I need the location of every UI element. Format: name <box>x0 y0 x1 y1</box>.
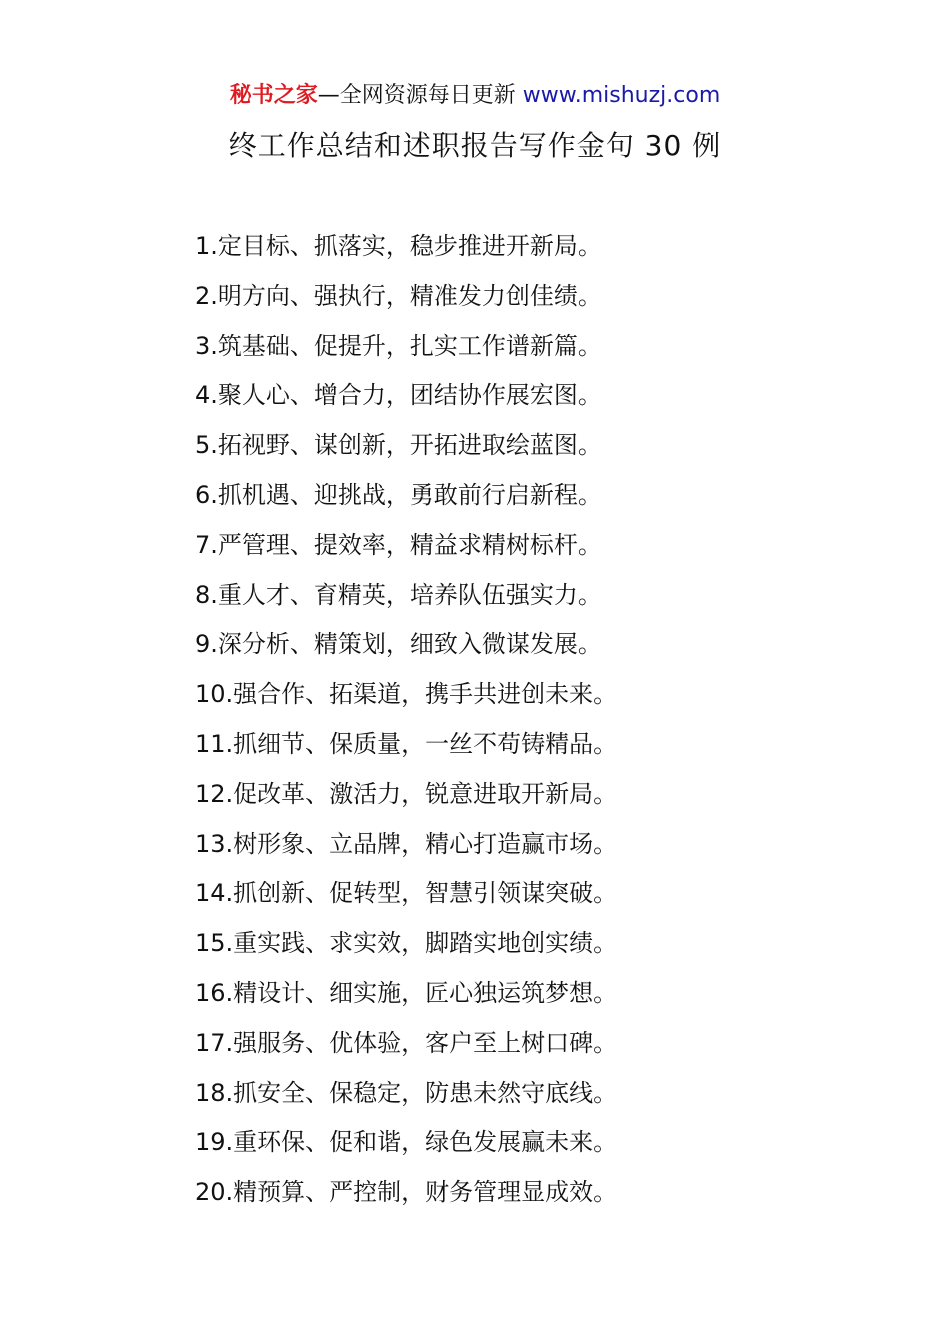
site-url-link[interactable]: www.mishuzj.com <box>522 83 721 108</box>
list-item: 7.严管理、提效率，精益求精树标杆。 <box>195 530 602 559</box>
document-title: 终工作总结和述职报告写作金句 30 例 <box>228 129 722 162</box>
list-item: 1.定目标、抓落实，稳步推进开新局。 <box>195 232 602 260</box>
list-item: 17.强服务、优体验，客户至上树口碑。 <box>195 1028 618 1057</box>
list-item: 6.抓机遇、迎挑战，勇敢前行启新程。 <box>195 480 602 509</box>
list-item: 3.筑基础、促提升，扎实工作谱新篇。 <box>195 331 602 360</box>
list-item: 19.重环保、促和谐，绿色发展赢未来。 <box>195 1128 618 1157</box>
list-item: 4.聚人心、增合力，团结协作展宏图。 <box>195 381 602 410</box>
header-tagline: —全网资源每日更新 <box>317 83 516 108</box>
list-item: 16.精设计、细实施，匠心独运筑梦想。 <box>195 978 618 1007</box>
list-item: 10.强合作、拓渠道，携手共进创未来。 <box>195 680 618 709</box>
brand-name: 秘书之家 <box>229 83 318 108</box>
phrase-list <box>195 226 617 1222</box>
list-item: 5.拓视野、谋创新，开拓进取绘蓝图。 <box>195 431 602 460</box>
list-item: 9.深分析、精策划，细致入微谋发展。 <box>195 630 602 659</box>
list-item: 15.重实践、求实效，脚踏实地创实绩。 <box>195 929 618 958</box>
list-item: 14.抓创新、促转型，智慧引领谋突破。 <box>195 879 618 908</box>
list-item: 8.重人才、育精英，培养队伍强实力。 <box>195 580 602 609</box>
list-item: 12.促改革、激活力，锐意进取开新局。 <box>195 779 618 808</box>
list-item: 11.抓细节、保质量，一丝不苟铸精品。 <box>195 729 618 758</box>
list-item: 20.精预算、严控制，财务管理显成效。 <box>195 1178 618 1207</box>
list-item: 2.明方向、强执行，精准发力创佳绩。 <box>195 281 602 310</box>
list-item: 13.树形象、立品牌，精心打造赢市场。 <box>195 829 618 858</box>
list-item: 18.抓安全、保稳定，防患未然守底线。 <box>195 1078 618 1107</box>
site-header <box>0 80 950 112</box>
